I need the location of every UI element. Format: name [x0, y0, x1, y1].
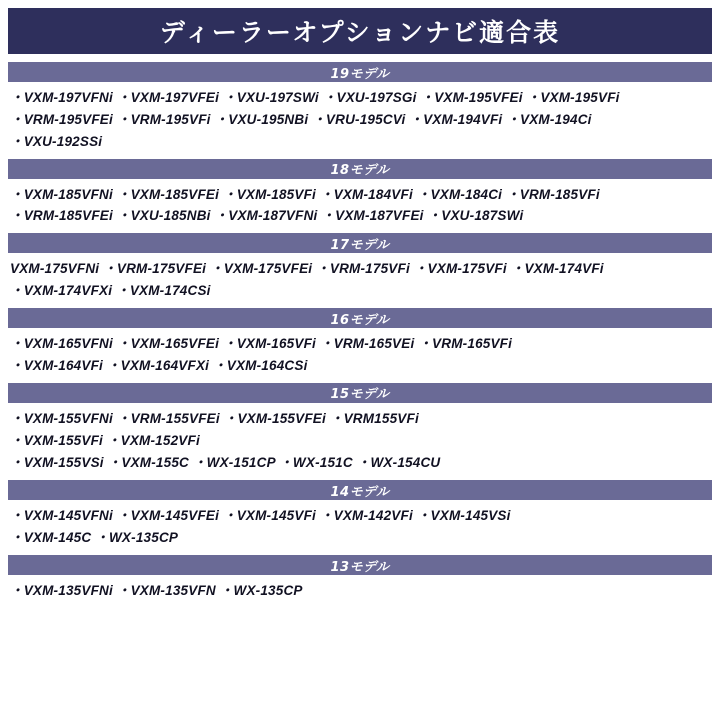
model-group-body — [8, 179, 712, 232]
model-group-14 — [8, 480, 712, 553]
model-group-15 — [8, 383, 712, 479]
page-title-bar — [8, 8, 712, 54]
model-group-body — [8, 253, 712, 306]
model-group-18 — [8, 159, 712, 232]
model-group-body — [8, 328, 712, 381]
model-line: ・VRM-195VFEi ・VRM-195VFi ・VXU-195NBi ・VRU-195CVi ・VXM-194VFi ・VXM-194Ci — [10, 111, 592, 127]
model-group-header: 15モデル — [8, 383, 712, 403]
model-line: ・VXM-197VFNi ・VXM-197VFEi ・VXU-197SWi ・VXU-197SGi ・VXM-195VFEi ・VXM-195VFi — [10, 90, 620, 105]
model-group-body — [8, 82, 712, 157]
model-group-body — [8, 403, 712, 479]
model-group-body — [8, 575, 712, 606]
model-line: ・VXM-145VFNi ・VXM-145VFEi ・VXM-145VFi ・VXM-142VFi ・VXM-145VSi — [10, 508, 511, 524]
model-group-17 — [8, 233, 712, 306]
page-title: ディーラーオプションナビ適合表 — [159, 18, 561, 47]
model-line: ・VXM-155VFi ・VXM-152VFi — [10, 432, 200, 448]
model-group-16 — [8, 308, 712, 381]
model-line: ・VXM-174VFXi ・VXM-174CSi — [10, 283, 211, 299]
model-group-header: 19モデル — [8, 62, 712, 82]
model-group-header: 14モデル — [8, 480, 712, 500]
model-line: ・VXM-185VFNi ・VXM-185VFEi ・VXM-185VFi ・VXM-184VFi ・VXM-184Ci ・VRM-185VFi — [10, 186, 600, 202]
model-line: ・VXM-145C ・WX-135CP — [10, 530, 179, 546]
model-group-header: 16モデル — [8, 308, 712, 328]
model-group-header: 13モデル — [8, 555, 712, 575]
model-group-body — [8, 500, 712, 553]
model-group-header: 17モデル — [8, 233, 712, 253]
model-groups-list — [8, 62, 712, 606]
model-group-header: 18モデル — [8, 159, 712, 179]
model-line: VXM-175VFNi ・VRM-175VFEi ・VXM-175VFEi ・VRM-175VFi ・VXM-175VFi ・VXM-174VFi — [10, 261, 604, 277]
model-line: ・VXM-155VFNi ・VRM-155VFEi ・VXM-155VFEi ・VRM155VFi — [10, 410, 419, 426]
model-group-19 — [8, 62, 712, 157]
model-line: ・VRM-185VFEi ・VXU-185NBi ・VXM-187VFNi ・VXM-187VFEi ・VXU-187SWi — [10, 208, 524, 224]
model-group-13 — [8, 555, 712, 606]
compatibility-table-page — [0, 8, 720, 728]
model-line: ・VXM-155VSi ・VXM-155C ・WX-151CP ・WX-151C ・WX-154CU — [10, 455, 441, 471]
model-line: ・VXM-135VFNi ・VXM-135VFN ・WX-135CP — [10, 583, 303, 599]
model-line: ・VXM-164VFi ・VXM-164VFXi ・VXM-164CSi — [10, 357, 308, 373]
model-line: ・VXU-192SSi — [10, 133, 103, 149]
model-line: ・VXM-165VFNi ・VXM-165VFEi ・VXM-165VFi ・VRM-165VEi ・VRM-165VFi — [10, 336, 513, 352]
